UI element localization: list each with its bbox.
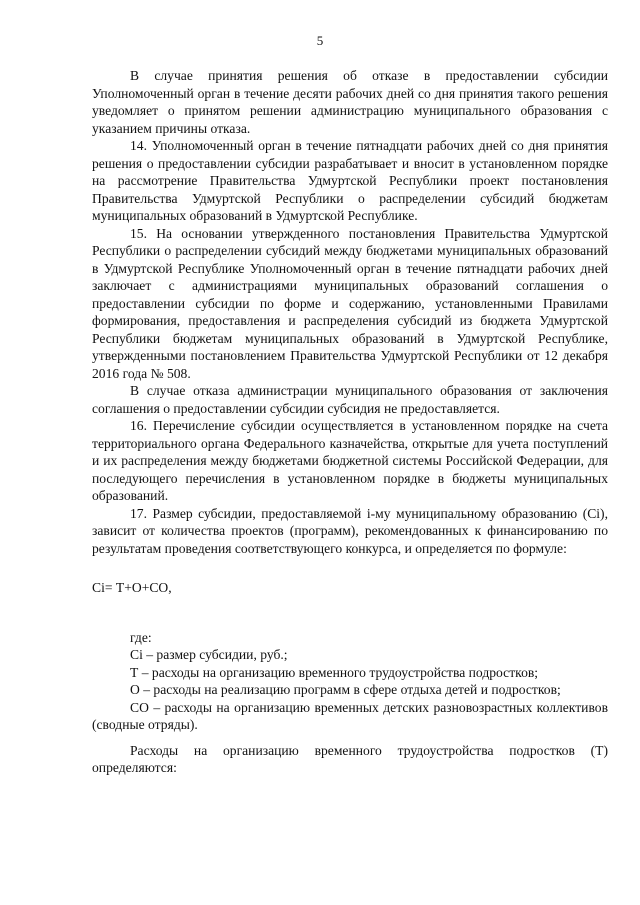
definition-ci: Сi – размер субсидии, руб.; <box>130 647 288 662</box>
paragraph-14: 14. Уполномоченный орган в течение пятнадцати рабочих дней со дня принятия решения о предоставлении субсидии разрабатывает и вносит в установленном порядке на рассмотрение Правительства Удмуртской Республики проект постановления Правительства Удмуртской Республики о распределении субсидий бюджетам муниципальных образований в Удмуртской Республике. <box>92 138 608 223</box>
definition-t: Т – расходы на организацию временного трудоустройства подростков; <box>130 664 539 680</box>
definition-o: О – расходы на реализацию программ в сфере отдыха детей и подростков; <box>130 682 561 697</box>
subsidy-formula: Сi= Т+О+СО, <box>92 580 172 595</box>
definition-co: СО – расходы на организацию временных детских разновозрастных коллективов (сводные отряды). <box>92 699 608 732</box>
paragraph-refusal-agreement: В случае отказа администрации муниципального образования от заключения соглашения о предоставлении субсидии субсидия не предоставляется. <box>92 383 608 416</box>
paragraph-15: 15. На основании утвержденного постановления Правительства Удмуртской Республики о распределении субсидий между бюджетами муниципальных образований в Удмуртской Республике Уполномоченный орган в течение пятнадцати рабочих дней заключает с администрациями муниципальных образований соглашения о предоставлении субсидии по форме и содержанию, установленными Правилами формирования, предоставления и распределения субсидий из бюджета Удмуртской Республики бюджетам муниципальных образований в Удмуртской Республике, утвержденными постановлением Правительства Удмуртской Республики от 12 декабря 2016 года № 508. <box>92 225 608 381</box>
page-number: 5 <box>316 33 324 48</box>
document-body <box>92 67 608 777</box>
closing-paragraph: Расходы на организацию временного трудоустройства подростков (Т) определяются: <box>92 742 608 775</box>
paragraph-17: 17. Размер субсидии, предоставляемой i-му муниципальному образованию (Сi), зависит от количества проектов (программ), рекомендованных к финансированию по результатам проведения соответствующего конкурса, и определяется по формуле: <box>92 505 608 556</box>
paragraph-16: 16. Перечисление субсидии осуществляется в установленном порядке на счета территориального органа Федерального казначейства, открытые для учета поступлений и их распределения между бюджетами бюджетной системы Российской Федерации, для последующего перечисления в установленном порядке в бюджеты муниципальных образований. <box>92 418 608 503</box>
paragraph-refusal-notice: В случае принятия решения об отказе в предоставлении субсидии Уполномоченный орган в течение десяти рабочих дней со дня принятия такого решения уведомляет о принятом решении администрацию муниципального образования с указанием причины отказа. <box>92 68 608 136</box>
where-label: где: <box>130 629 152 645</box>
